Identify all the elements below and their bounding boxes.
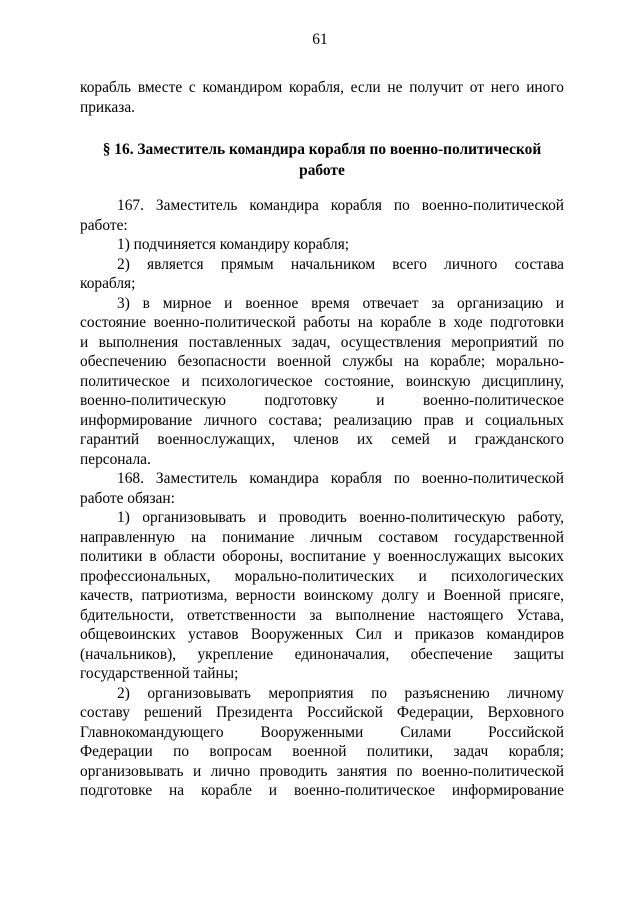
text-line: 2) является прямым начальником всего личного состава [117, 256, 564, 273]
text-line: и выполнения поставленных задач, осуществления мероприятий по [80, 334, 564, 351]
text-line: обеспечению безопасности военной службы на корабле; морально- [80, 353, 564, 370]
text-line: работе обязан: [80, 490, 175, 507]
text-line: политики в области обороны, воспитание у военнослужащих высоких [80, 548, 564, 565]
text-line: качеств, патриотизма, верности воинскому долгу и Военной присяге, [80, 587, 564, 604]
page-number: 61 [312, 31, 328, 48]
text-line: политическое и психологическое состояние, воинскую дисциплину, [80, 373, 564, 390]
text-line: бдительности, ответственности за выполнение настоящего Устава, [80, 607, 564, 624]
text-line: Главнокомандующего Вооруженными Силами Российской [80, 724, 564, 741]
text-line: подготовке на корабле и военно-политическое информирование [80, 782, 564, 799]
text-line: военно-политическую подготовку и военно-политическое [80, 392, 564, 409]
text-line: (начальников), укрепление единоначалия, обеспечение защиты [80, 646, 564, 663]
text-line: 1) подчиняется командиру корабля; [117, 236, 350, 253]
text-line: направленную на понимание личным составом государственной [80, 529, 564, 546]
text-line: 2) организовывать мероприятия по разъяснению личному [117, 685, 564, 702]
text-line: государственной тайны; [80, 665, 239, 682]
text-line: Федерации по вопросам военной политики, задач корабля; [80, 743, 564, 760]
text-line: корабль вместе с командиром корабля, если не получит от него иного [80, 79, 564, 96]
text-line: 1) организовывать и проводить военно-политическую работу, [117, 509, 564, 526]
text-line: персонала. [80, 451, 151, 468]
text-line: гарантий военнослужащих, членов их семей и гражданского [80, 431, 564, 448]
section-heading: работе [299, 162, 345, 179]
text-line: организовывать и лично проводить занятия по военно-политической [80, 763, 564, 780]
text-line: профессиональных, морально-политических и психологических [80, 568, 564, 585]
text-line: составу решений Президента Российской Федерации, Верховного [80, 704, 564, 721]
text-line: корабля; [80, 275, 136, 292]
text-line: общевоинских уставов Вооруженных Сил и приказов командиров [80, 626, 564, 643]
text-line: 168. Заместитель командира корабля по военно-политической [117, 470, 564, 487]
section-heading: § 16. Заместитель командира корабля по военно-политической [102, 141, 542, 158]
text-line: состояние военно-политической работы на корабле в ходе подготовки [80, 314, 564, 331]
text-line: приказа. [80, 99, 136, 116]
text-line: информирование личного состава; реализацию прав и социальных [80, 412, 564, 429]
text-line: 3) в мирное и военное время отвечает за организацию и [117, 295, 564, 312]
text-line: работе: [80, 217, 128, 234]
text-line: 167. Заместитель командира корабля по военно-политической [117, 197, 564, 214]
